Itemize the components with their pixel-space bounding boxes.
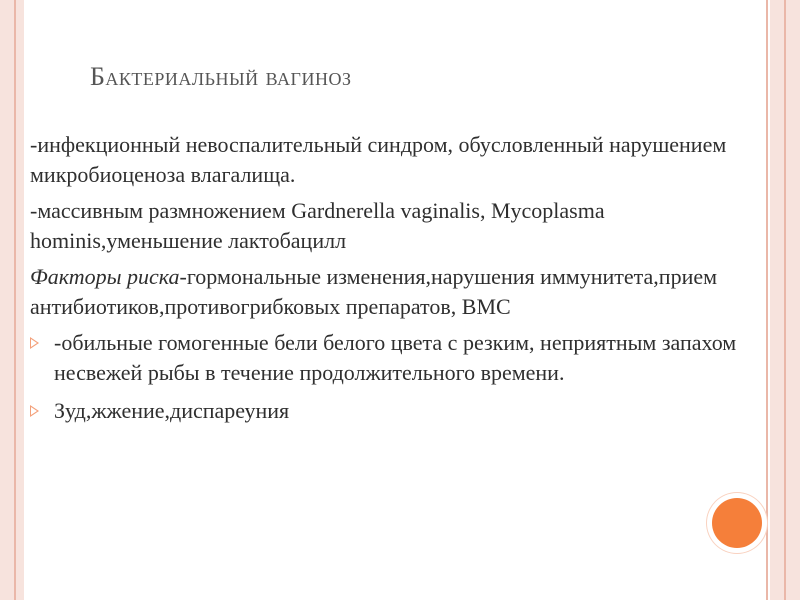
slide-content [30,130,760,434]
paragraph-cause: -массивным размножением Gardnerella vaginalis, Mycoplasma hominis,уменьшение лактобацилл [30,198,605,253]
paragraph-definition: -инфекционный невоспалительный синдром, обусловленный нарушением микробиоценоза влагалища. [30,132,727,187]
right-border-line [766,0,768,600]
right-border-line-outer [784,0,786,600]
triangle-bullet-icon [30,405,39,417]
symptom-list [30,328,760,426]
list-item [30,396,760,426]
risk-factors-label: Факторы риска [30,264,180,289]
paragraph-risk-factors [30,262,760,322]
left-border-line [14,0,16,600]
triangle-bullet-icon [30,337,39,349]
list-item-text: -обильные гомогенные бели белого цвета с резким, неприятным запахом несвежей рыбы в течение продолжительного времени. [54,330,737,385]
orange-circle-decoration [712,498,762,548]
list-item [30,328,760,388]
list-item-text: Зуд,жжение,диспареуния [54,398,290,423]
slide-title: Бактериальный вагиноз [90,62,352,91]
risk-factors-text: -гормональные изменения,нарушения иммунитета,прием антибиотиков,противогрибковых препаратов, ВМС [30,264,718,319]
left-border-strip [0,0,24,600]
